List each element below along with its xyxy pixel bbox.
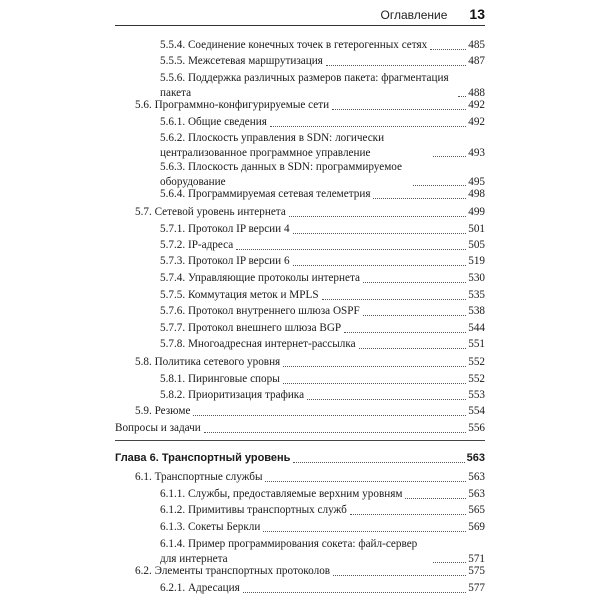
dot-leader	[405, 498, 466, 499]
toc-entry-page: 535	[468, 289, 485, 301]
dot-leader	[283, 383, 466, 384]
toc-entry-title: 5.7.8. Многоадресная интернет-рассылка	[160, 338, 356, 350]
toc-entry[interactable]	[135, 404, 485, 419]
page-number: 13	[469, 6, 485, 22]
toc-entry-title: 5.9. Резюме	[135, 405, 191, 417]
dot-leader	[265, 481, 466, 482]
toc-entry-page: 487	[468, 55, 485, 67]
toc-entry-page: 501	[468, 223, 485, 235]
toc-entry-title: 5.6.3. Плоскость данных в SDN: программируемое оборудование	[160, 161, 402, 188]
dot-leader	[430, 49, 466, 50]
toc-entry[interactable]	[160, 38, 485, 53]
toc-entry-title: 5.7.2. IP-адреса	[160, 239, 234, 251]
dot-leader	[458, 96, 466, 97]
toc-entry[interactable]	[160, 520, 485, 535]
toc-entry[interactable]	[160, 581, 485, 596]
dot-leader	[433, 156, 466, 157]
dot-leader	[332, 109, 466, 110]
toc-entry-page: 563	[468, 471, 485, 483]
toc-entry-title: 5.6.1. Общие сведения	[160, 116, 267, 128]
toc-entry-page: 565	[468, 504, 485, 516]
toc-entry-title: 6.2. Элементы транспортных протоколов	[135, 565, 331, 577]
toc-entry[interactable]	[160, 288, 485, 303]
toc-entry[interactable]	[160, 372, 485, 387]
toc-entry-title: 5.7.7. Протокол внешнего шлюза BGP	[160, 322, 342, 334]
toc-entry[interactable]	[160, 537, 485, 566]
toc-entry-title: 6.1.3. Сокеты Беркли	[160, 521, 261, 533]
toc-entry-page: 519	[468, 255, 485, 267]
toc-entry-page: 488	[468, 86, 485, 99]
toc-entry-title: 5.7. Сетевой уровень интернета	[135, 206, 286, 218]
toc-entry-page: 492	[468, 99, 485, 111]
toc-entry[interactable]	[160, 304, 485, 319]
toc-entry[interactable]	[160, 187, 485, 202]
dot-leader	[333, 575, 466, 576]
dot-leader	[293, 233, 467, 234]
toc-entry-title: 5.8.2. Приоритизация трафика	[160, 389, 305, 401]
dot-leader	[243, 592, 466, 593]
toc-entry-title: 5.6.2. Плоскость управления в SDN: логически централизованное программное управление	[160, 132, 385, 159]
toc-entry-title: 6.1. Транспортные службы	[135, 471, 263, 483]
dot-leader	[322, 299, 467, 300]
dot-leader	[193, 415, 466, 416]
toc-entry-page: 554	[468, 405, 485, 417]
toc-entry-title: 6.2.1. Адресация	[160, 582, 240, 594]
toc-entry[interactable]	[160, 503, 485, 518]
toc-entry-title: 5.8.1. Пиринговые споры	[160, 373, 280, 385]
toc-entry-page: 499	[468, 206, 485, 218]
dot-leader	[413, 185, 466, 186]
toc-entry-title: Глава 6. Транспортный уровень	[115, 452, 291, 464]
toc-entry[interactable]	[160, 321, 485, 336]
toc-entry-page: 553	[468, 389, 485, 401]
dot-leader	[326, 65, 466, 66]
toc-entry-page: 569	[468, 521, 485, 533]
toc-entry-page: 575	[468, 565, 485, 577]
toc-entry-title: 5.6.4. Программируемая сетевая телеметрия	[160, 188, 371, 200]
toc-entry[interactable]	[160, 271, 485, 286]
toc-entry[interactable]	[160, 337, 485, 352]
toc-entry-title: 5.6. Программно-конфигурируемые сети	[135, 99, 330, 111]
toc-entry[interactable]	[160, 71, 485, 100]
dot-leader	[236, 249, 466, 250]
dot-leader	[289, 216, 466, 217]
toc-entry-page: 577	[468, 582, 485, 594]
toc-entry[interactable]	[115, 421, 485, 436]
toc-entry-title: 6.1.1. Службы, предоставляемые верхним уровням	[160, 488, 403, 500]
toc-entry[interactable]	[160, 131, 485, 160]
toc-entry[interactable]	[160, 222, 485, 237]
toc-entry-title: 5.7.1. Протокол IP версии 4	[160, 223, 290, 235]
dot-leader	[270, 126, 466, 127]
toc-entry-page: 552	[468, 373, 485, 385]
toc-entry-page: 563	[466, 452, 485, 464]
toc-entry-page: 571	[468, 552, 485, 565]
toc-entry-page: 552	[468, 356, 485, 368]
dot-leader	[359, 348, 467, 349]
toc-entry-page: 492	[468, 116, 485, 128]
toc-entry[interactable]	[160, 115, 485, 130]
toc-entry[interactable]	[135, 98, 485, 113]
toc-entry-title: 5.7.6. Протокол внутреннего шлюза OSPF	[160, 305, 360, 317]
toc-entry-title: Вопросы и задачи	[115, 422, 201, 434]
toc-entry-title: 5.5.6. Поддержка различных размеров пакета: фрагментация пакета	[160, 72, 449, 99]
dot-leader	[433, 562, 466, 563]
toc-entry-title: 5.7.5. Коммутация меток и MPLS	[160, 289, 319, 301]
dot-leader	[283, 366, 466, 367]
toc-entry-page: 530	[468, 272, 485, 284]
toc-entry[interactable]	[160, 487, 485, 502]
dot-leader	[363, 315, 467, 316]
toc-entry-page: 556	[468, 422, 485, 434]
toc-entry[interactable]	[160, 388, 485, 403]
toc-entry-title: 6.1.4. Пример программирования сокета: файл-сервер для интернета	[160, 538, 418, 565]
toc-entry[interactable]	[135, 205, 485, 220]
toc-entry-title: 5.5.4. Соединение конечных точек в гетерогенных сетях	[160, 39, 428, 51]
dot-leader	[350, 514, 466, 515]
toc-entry-page: 495	[468, 175, 485, 188]
dot-leader	[293, 462, 464, 463]
toc-entry-title: 5.7.4. Управляющие протоколы интернета	[160, 272, 360, 284]
toc-entry-title: 5.8. Политика сетевого уровня	[135, 356, 281, 368]
toc-entry-page: 563	[468, 488, 485, 500]
dot-leader	[373, 198, 466, 199]
toc-entry-page: 551	[468, 338, 485, 350]
dot-leader	[363, 282, 466, 283]
toc-entry[interactable]	[135, 470, 485, 485]
toc-entry-title: 6.1.2. Примитивы транспортных служб	[160, 504, 347, 516]
section-rule	[115, 440, 485, 441]
toc-entry[interactable]	[160, 54, 485, 69]
toc-entry-page: 538	[468, 305, 485, 317]
dot-leader	[293, 265, 467, 266]
toc-entry-title: 5.7.3. Протокол IP версии 6	[160, 255, 290, 267]
toc-entry[interactable]	[135, 355, 485, 370]
toc-entry[interactable]	[160, 160, 485, 189]
dot-leader	[307, 399, 466, 400]
toc-entry[interactable]	[160, 254, 485, 269]
toc-chapter-entry[interactable]	[115, 451, 485, 466]
toc-entry[interactable]	[135, 564, 485, 579]
dot-leader	[204, 432, 466, 433]
toc-entry-page: 485	[468, 39, 485, 51]
toc-entry-page: 498	[468, 188, 485, 200]
toc-entry-page: 505	[468, 239, 485, 251]
toc-entry-page: 544	[468, 322, 485, 334]
dot-leader	[344, 332, 466, 333]
toc-entry-page: 493	[468, 146, 485, 159]
dot-leader	[263, 531, 466, 532]
toc-entry[interactable]	[160, 238, 485, 253]
running-header-title: Оглавление	[380, 8, 448, 22]
toc-entry-title: 5.5.5. Межсетевая маршрутизация	[160, 55, 323, 67]
